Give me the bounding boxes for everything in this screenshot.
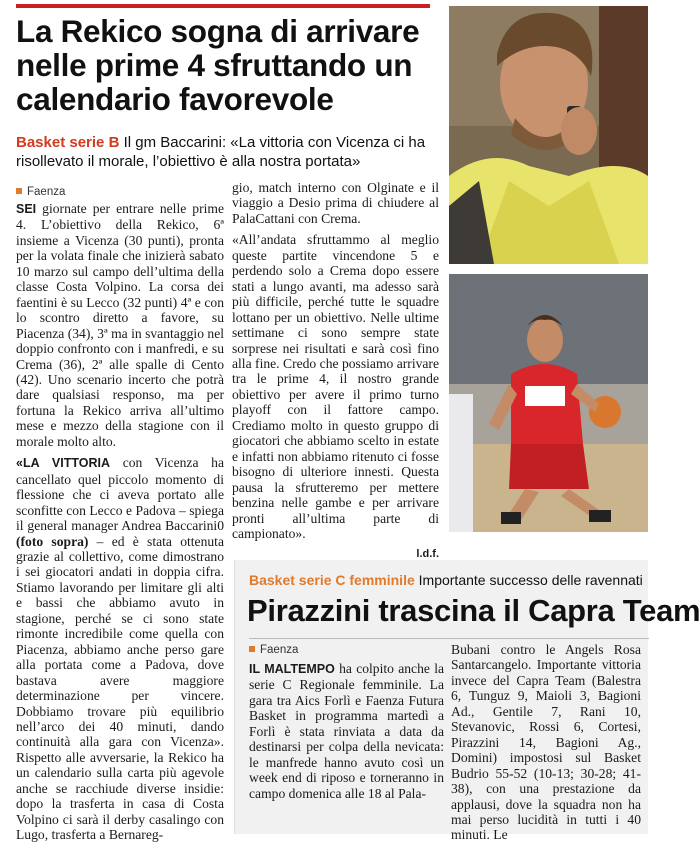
dateline-marker-icon (249, 646, 255, 652)
article-dateline (16, 186, 65, 198)
sidebar-column-1 (249, 661, 444, 807)
sidebar-headline: Pirazzini trascina il Capra Team (247, 593, 700, 628)
article-kicker (16, 133, 441, 171)
sidebar-article-box (234, 560, 700, 843)
article-column-1 (16, 201, 224, 849)
paragraph-text: – ed è stata ottenuta grazie al collettivo, come dimostrano i sei giocatori andati in doppia cifra. Stiamo lavorando per limitare gli alti e bassi che abbiamo avuto in stagione, perché se ci sono state rimonte incredibile come quella con Piacenza, abbiamo anche perso gare alla portata come a Padova, dove bastava avere maggiore determinazione per vincere. Dobbiamo trovare più equilibrio nell’arco dei 40 minuti, dando continuità alla gara con Vicenza». Rispetto alle avversarie, la Rekico ha un calendario sulla carta più agevole anche se racchiude diverse insidie: dopo la trasferta in casa di Costa Volpino ci sarà il derby casalingo con Lugo, trasferta a Bernareg- (16, 533, 224, 843)
dateline-text: Faenza (260, 644, 299, 656)
sidebar-kicker-text: Importante successo delle ravennati (414, 572, 643, 588)
paragraph-4: «All’andata sfruttammo al meglio queste partite vincendone 5 e perdendo solo a Crema dopo essere stati a lungo avanti, ma adesso sarà più difficile, perché tutte le squadre lottano per un obiettivo. Nelle ultime settimane ci sono sempre state sorprese nei risultati e sarà così fino alla fine. Credo che possiamo arrivare tra le prime 4, il nostro grande obiettivo per avere il primo turno playoff con il fattore campo. Crediamo molto in questo gruppo di giocatori che abbiamo scelto in estate e infatti non abbiamo ritenuto ci fosse bisogno di ulteriore innesti. Questa pausa la sfrutteremo per mettere benzina nelle gambe e per arrivare pronti all’ultima parte di campionato». (232, 232, 439, 541)
paragraph-text: con Vicenza ha cancellato quel piccolo momento di flessione che ci aveva portato alle sconfitte con Lecco e Padova – spiega il general manager Andrea Baccarini0 (16, 455, 224, 534)
sidebar-dateline (249, 644, 298, 656)
author-signature: l.d.f. (416, 548, 439, 561)
kicker-section: Basket serie B (16, 134, 120, 151)
paragraph-3: gio, match interno con Olginate e il viaggio a Desio prima di chiudere al PalaCattani con Crema. (232, 180, 439, 226)
sidebar-paragraph-2: Bubani contro le Angels Rosa Santarcangelo. Importante vittoria invece del Capra Team (Balestra 6, Tunguz 9, Maioli 3, Bagioni Ad., Gentile 7, Rani 10, Stevanovic, Rossi 6, Cortesi, Pirazzini 14, Bagioni Ag., Domini) impostosi sul Basket Budrio 55-52 (10-13; 30-28; 41-38), con una prestazione da applausi, dove la squadra non ha mai perso lucidità in tutti i 40 minuti. Le (451, 642, 641, 843)
portrait-photo-image (449, 6, 648, 264)
article-headline: La Rekico sogna di arrivare nelle prime 4 sfruttando un calendario favorevole (16, 13, 420, 117)
paragraph-text: ha colpito anche la serie C Regionale femminile. La gara tra Aics Forlì e Faenza Futura Basket in programma martedì a Forlì è stata rinviata a data da destinarsi per colpa della nevicata: le manfrede hanno avuto così un week end di riposo e torneranno in campo domenica alle 18 al Pala- (249, 661, 444, 801)
sidebar-column-2 (451, 642, 641, 849)
paragraph-1 (16, 201, 224, 449)
sidebar-divider (249, 638, 649, 639)
dateline-text: Faenza (27, 186, 66, 198)
photo-basketball-player (449, 274, 648, 532)
action-photo-image (449, 274, 648, 532)
paragraph-lead: SEI (16, 202, 37, 216)
sidebar-kicker (249, 572, 643, 588)
sidebar-paragraph-1 (249, 661, 444, 801)
article-column-2 (232, 180, 439, 563)
paragraph-lead: «LA VITTORIA (16, 456, 111, 471)
paragraph-2 (16, 455, 224, 842)
dateline-marker-icon (16, 188, 22, 194)
top-accent-rule (16, 4, 430, 8)
sidebar-kicker-section: Basket serie C femminile (249, 572, 415, 588)
paragraph-lead: IL MALTEMPO (249, 662, 335, 676)
photo-reference: (foto sopra) (16, 533, 89, 549)
photo-general-manager (449, 6, 648, 264)
paragraph-text: giornate per entrare nelle prime 4. L’obiettivo della Rekico, 6ª insieme a Vicenza (30 punti), pronta per la volata finale che inizierà sabato 10 marzo sul campo dell’ultima della classe Costa Volpino. La corsa dei faentini è su Lecco (32 punti) 4ª e con lo scontro diretto a favore, su Piacenza (34), 3ª ma in svantaggio nel doppio confronto con i manfredi, e su Crema (36), 2ª alle spalle di Cento (42). Uno scenario incerto che potrà dare qualsiasi responso, ma per fortuna la Rekico arriva all’ultimo mese e mezzo della stagione con il morale molto alto. (16, 201, 224, 449)
kicker-text: Il gm Baccarini: «La vittoria con Vicenza ci ha risollevato il morale, l’obiettivo è alla nostra portata» (16, 134, 426, 170)
